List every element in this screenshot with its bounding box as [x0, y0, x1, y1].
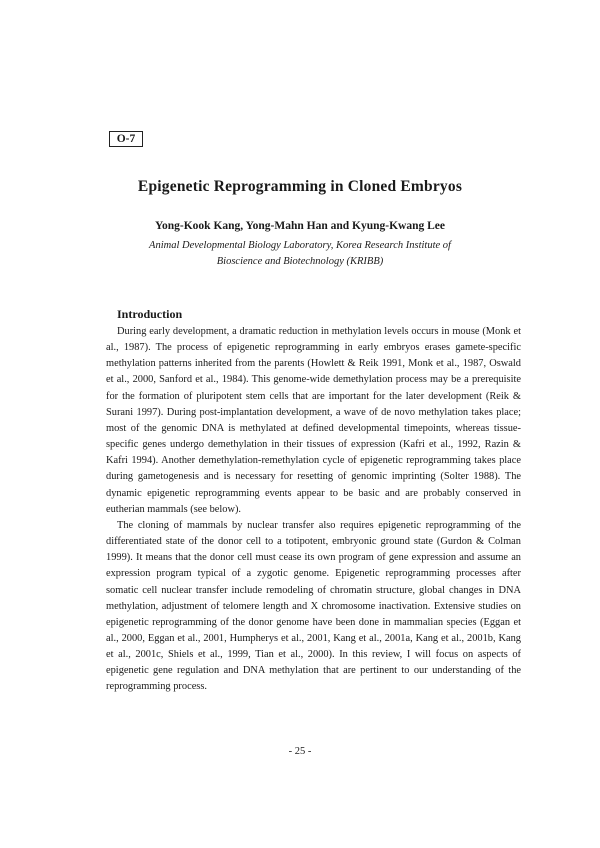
paragraph: The cloning of mammals by nuclear transfer also requires epigenetic reprogramming of the differentiated state of the donor cell to a totipotent, embryonic ground state (Gurdon & Colman 1999). It means that the donor cell must cease its own program of gene expression and assume an expression program typical of a zygotic genome. Epigenetic reprogramming processes after somatic cell nuclear transfer include remodeling of chromatin structure, global changes in DNA methylation, adjustment of telomere length and X chromosome inactivation. Extensive studies on epigenetic reprogramming of the donor genome have been done in mammalian species (Eggan et al., 2000, Eggan et al., 2001, Humpherys et al., 2001, Kang et al., 2001a, Kang et al., 2001b, Kang et al., 2001c, Shiels et al., 1999, Tian et al., 2000). In this review, I will focus on aspects of epigenetic gene regulation and DNA methylation that are pertinent to our understanding of the reprogramming process. — [106, 519, 521, 693]
session-code-box: O-7 — [109, 131, 143, 147]
paper-title: Epigenetic Reprogramming in Cloned Embryos — [137, 178, 463, 195]
section-heading: Introduction — [117, 307, 183, 321]
page-number: - 25 - — [288, 746, 312, 757]
author-list: Yong-Kook Kang, Yong-Mahn Han and Kyung-Kwang Lee — [154, 220, 445, 232]
body-text — [106, 324, 521, 696]
affiliation-line: Animal Developmental Biology Laboratory, Korea Research Institute of — [149, 240, 451, 251]
paragraph: During early development, a dramatic reduction in methylation levels occurs in mouse (Monk et al., 1987). The process of epigenetic reprogramming in early embryos erases gamete-specific methylation patterns inherited from the parents (Howlett & Reik 1991, Monk et al., 1987, Oswald et al., 2000, Sanford et al., 1984). This genome-wide demethylation process may be a prerequisite for the formation of pluripotent stem cells that are important for the later development (Reik & Surani 1997). During post-implantation development, a wave of de novo methylation takes place; most of the genomic DNA is methylated at defined developmental timepoints, whereas tissue-specific genes undergo demethylation in their tissues of expression (Kafri et al., 1992, Razin & Kafri 1994). Another demethylation-remethylation cycle of epigenetic reprogramming takes place during gametogenesis and is necessary for resetting of genomic imprinting (Solter 1988). The dynamic epigenetic reprogramming events appear to be basic and are probably conserved in eutherian mammals (see below). — [106, 326, 521, 515]
affiliation — [0, 238, 600, 270]
affiliation-line: Bioscience and Biotechnology (KRIBB) — [216, 256, 384, 267]
